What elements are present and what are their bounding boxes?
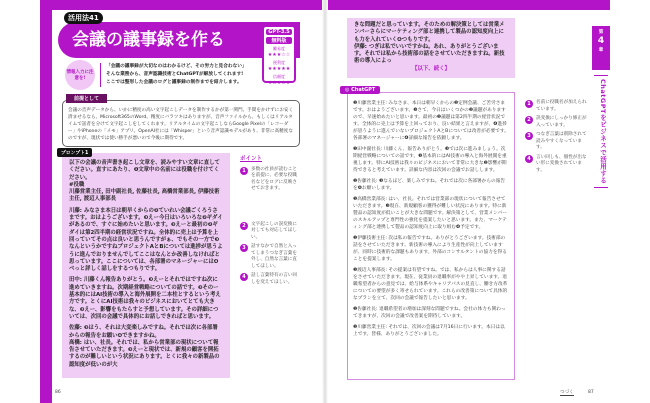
left-strip xyxy=(40,0,52,403)
number-1-icon: 1 xyxy=(240,167,248,175)
point-text: つなぎ言葉は削除されて読みやすくなっています。 xyxy=(536,132,587,150)
number-2-icon: 2 xyxy=(240,222,248,230)
chapter-title: ChatGPTをビジネスで活用する xyxy=(594,75,608,188)
point-item xyxy=(525,100,589,113)
rating-stars: ★★★☆☆ xyxy=(267,52,291,58)
number-1-icon: 1 xyxy=(525,100,533,108)
intro-text xyxy=(100,63,260,87)
page-title: 会議の議事録を作る xyxy=(58,22,300,58)
prompt-paragraph: きな問題だと思っています。そのための解決策としては営業メンバーさらにマーケティング部と連携して製品の認知度向上にも力を入れていく❹つもりです。 伊藤: つぎは私でいいですかね。あれ、ありがとうございます。それでは私から技術部の話をさせていただきますね。新技術の導入によっ xyxy=(354,22,505,65)
chapter-suffix: 章 xyxy=(598,48,604,53)
point-text: 多数の社員が読むことを前提に、必要な役職名などをログに反映させておきます。 xyxy=(251,166,297,191)
prompt-label: プロンプト1 xyxy=(57,148,92,157)
points-heading: ポイント xyxy=(240,156,263,162)
method-badge: 活用法41 xyxy=(64,12,103,24)
point-text: 話し言葉特有の言い回しを変えてほしい。 xyxy=(251,273,297,285)
chatgpt-response-box xyxy=(347,92,515,380)
point-item xyxy=(240,222,300,242)
prompt-continued-box xyxy=(347,18,515,78)
prompt-box xyxy=(62,153,230,378)
response-paragraph: ❶渡辺人事部長: その提案は有望ですね。では、私からは人事に関する話をさせていただきます。現在、従業員の退職率がやや上昇しています。退職希望者からの意見では、給与体系やキャリアパスの見直し、働き方改革についての要望が多く寄せられています。これらの改善策について具体的なプランを立て、次回の会議で報告したいと思います。 xyxy=(353,268,508,301)
response-paragraph: ❶佐藤社長: ❸なるほど、楽しみですね。それでは次に各部署からの報告を❹お願いします。 xyxy=(353,179,506,191)
chatgpt-label xyxy=(340,86,380,94)
chapter-tab xyxy=(592,26,610,70)
page-number-right: 87 xyxy=(588,390,594,395)
page-number-left: 86 xyxy=(55,390,61,395)
premise-box: 会議の音声データから、いかに精度の高い文字起こしデータを制作するかが第一関門。手間をかけずにお安く済ませるなら、Microsoft365のWord。精度にバラツキはありますが、音声ファイルから、もしくはリアルタイムで話者を分けて文字起こしをしてくれます。リアルタイムの文字起こしならGoogle Pixelの「レコーダー」やiPhoneの「メモ」アプリ。OpenAI社には「Whisper」という音声認識モデルがあり、非常に高精度なのですが、現状では使い勝手が悪いので今後に期待です。 xyxy=(62,100,300,147)
rating-box xyxy=(262,25,296,86)
point-text: 言い回しも、個性が出ない形に変換されています。 xyxy=(536,154,587,173)
points-left xyxy=(240,156,300,289)
prompt-paragraph: 川藤: みなさま本日は朝早くからの❷ていれい会議ごくろうさまです。おはようございます。❸えー今日はいろいろな❷ギダイがあるので、すぐに始めたいと思います。❸えーと最初の❷ギダイは第2四半期の経営状況ですね。全体的に売上は予算を上回っていてその点は良いと思うんですがぁ、でもその一方で❸なんというかですねプロジェクトAとBについては進捗が思うように進んでおりませんでしてここはなんとか改善しなければと思っています。ここについては、各部署のマネージャーには❹べっと詳しく話しをするつもりです。 xyxy=(69,207,223,273)
continue-label: つづく xyxy=(560,390,574,395)
intro-line: そんな業務から、音声認識技術とChatGPTが解放してくれます! xyxy=(106,72,244,77)
prompt-paragraph: 田中: 川藤くん報告ありがとう。❸えーとそれではですね次に進めていきますね。次期経営戦略についての話です。❸そのー基本的にはAI技術の導入と海外展開を二本柱とするという考え方です。とくにAI技術は我々のビジネスにおいてとても大きな、❸えー、影響をもたらすと予想しています。その詳細については、次回の会議で具体的にお話しできればと思います。 xyxy=(69,277,221,320)
response-paragraph: ❶伊藤技術主任: 次は私の報告ですね。ありがとうございます。技術部の話をさせていただきます。新技術の導入により生産性が向上していますが、同時に技術的な課題もあります。外部のコンサルタントの協力を得ることを提案します。 xyxy=(353,236,507,262)
point-item xyxy=(240,273,300,286)
model-label: GPT-3.5 xyxy=(266,29,292,35)
prompt-paragraph: 佐藤: ❸はう、それは大変楽しみですね。それでは次に各部署からの報告をお願い❹できますかね。 高橋: はい、社長。それでは、私から営業部の現状について報告させていただきます。❸えーと現状では、新規の顧客を開拓するのが難しいという状況にあります。とくに我々の新製品の認知度が低いのが大 xyxy=(69,325,220,368)
points-right xyxy=(525,100,589,177)
chapter-prefix: 第 xyxy=(598,30,604,35)
point-text: 文字起こしの誤変換に対しても対応してほしい。 xyxy=(251,221,297,240)
notice-badge: 情報入力に注意を! xyxy=(65,60,95,90)
rating-label: 信頼度 xyxy=(273,74,285,79)
chatgpt-logo-icon: ◎ xyxy=(345,87,350,93)
intro-line: 「会議の議事録が大切なのはわかるけど、その労力と見合わない」 xyxy=(106,64,247,69)
rating-stars: ★★★★★ xyxy=(267,66,291,72)
response-paragraph: ❶川藤営業主任: みなさま、本日は朝早くからの❷定例会議、ご苦労さまです。おはようございます。❸さて、今日はいくつかの❷議題がありますので、早速始めたいと思います。最初の❷議題は第2四半期の経営状況です。全体的に売上は予算を上回っており、良い結果と言えますが、❹進捗が思うように進んでいないプロジェクトAとBについては改善が必要です。各部署のマネージャーに❹詳細な報告を依頼します。 xyxy=(353,101,509,141)
chapter-number: 4 xyxy=(597,36,605,46)
point-item xyxy=(240,167,300,193)
premise-heading: 前提として xyxy=(66,94,107,103)
point-item xyxy=(525,132,589,152)
point-item xyxy=(525,155,589,175)
number-4-icon: 4 xyxy=(240,273,248,281)
point-item xyxy=(240,244,300,270)
prompt-paragraph: 以下の会議の音声書き起こし文章を、読みやすい文章に直してください。直すにあたり、❶文章中の名前には役職を付けてください。 #役職 川藤営業主任, 田中副社長, 佐藤社長, 高橋営業部長, 伊藤技術主任, 渡辺人事部長 xyxy=(69,160,220,203)
continued-label: 【以下、続く】 xyxy=(412,65,450,72)
chatgpt-label-text: ChatGPT xyxy=(351,87,376,93)
point-item xyxy=(525,116,589,129)
response-paragraph: ❶川藤営業主任: それでは、次回の会議は7月16日に行います。本日は以上です。皆様、ありがとうございました。 xyxy=(353,325,505,337)
point-text: 話すなかで自然と入ってしまうつなぎ言葉を外し、自然な言葉に直してほしい。 xyxy=(251,244,297,269)
rating-label: 難易度 xyxy=(273,46,285,51)
point-text: 名前に役職名が加えられています。 xyxy=(536,100,587,112)
intro-line: ここでは整形した会議のログと議事録の制作までを紹介します。 xyxy=(106,80,242,85)
rating-label: 便利度 xyxy=(273,60,285,65)
response-paragraph: ❶高橋営業部長: はい、社長。それでは営業部の現状について報告させていただきます。❸現在、新規顧客の獲得が難しい状況にあります。特に新製品の認知度が低いことが大きな問題です。解決策として、営業メンバーのスキルアップと専門性の強化を提案したいと思います。また、マーケティング部と連携して製品の認知度向上に取り組む❹予定です。 xyxy=(353,197,507,230)
rating-stars: ★★★★★ xyxy=(267,80,291,86)
number-2-icon: 2 xyxy=(525,116,533,124)
plan-label: 無料版 xyxy=(266,37,292,44)
number-3-icon: 3 xyxy=(240,244,248,252)
number-3-icon: 3 xyxy=(525,132,533,140)
response-paragraph: ❶佐藤社長: 退職希望者の増加は深刻な問題ですね。会社の体力も関わってきますが、次回の会議で改善案を期待しています。 xyxy=(353,307,506,319)
number-4-icon: 4 xyxy=(525,155,533,163)
point-text: 誤変換にしっかり修正が入っています。 xyxy=(536,116,587,128)
response-paragraph: ❶田中副社長: 川藤くん、報告ありがとう。❸では次に進みましょう。次期経営戦略についての話です。❸基本的にはAI技術の導入と海外展開を重視します。特にAI技術は我々のビジネスにおいて非常に大きな❷影響が期待できると考えています。詳細な内容は次回の会議でお話しします。 xyxy=(353,147,507,173)
book-gutter xyxy=(322,0,328,403)
